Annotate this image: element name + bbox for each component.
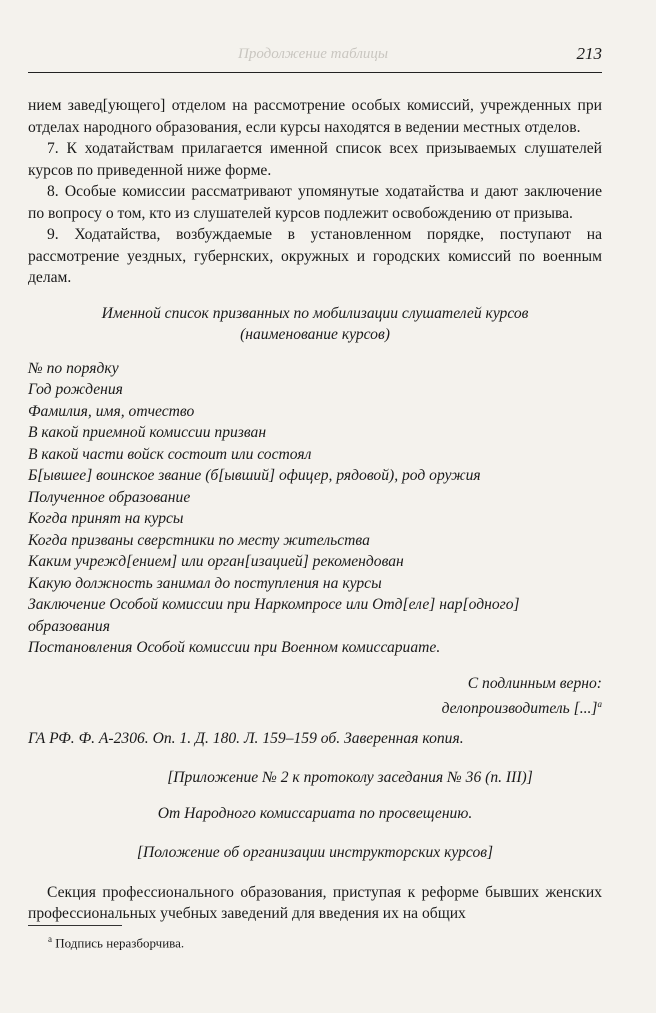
- paragraph-item-7: 7. К ходатайствам прилагается именной список всех призываемых слушателей курсов по приведенной ниже форме.: [28, 140, 602, 179]
- paragraph-item-9: 9. Ходатайства, возбуждаемые в установленном порядке, поступают на рассмотрение уездных, губернских, окружных и городских комиссий по военным делам.: [28, 226, 602, 286]
- footnote-divider: [28, 925, 122, 926]
- page-header: [28, 42, 602, 73]
- list-title-line: Именной список призванных по мобилизации слушателей курсов: [101, 304, 529, 322]
- attestation-block: [28, 673, 602, 720]
- list-item: Каким учрежд[ением] или орган[изацией] рекомендован: [28, 553, 404, 570]
- list-item: Когда призваны сверстники по месту жительства: [28, 531, 370, 549]
- list-item: Год рождения: [28, 381, 123, 398]
- paragraph-continuation: нием завед[ующего] отделом на рассмотрение особых комиссий, учрежденных при отделах народного образования, если курсы находятся в ведении местных отделов.: [28, 97, 602, 136]
- footnote: [48, 934, 184, 951]
- list-item: В какой приемной комиссии призван: [28, 424, 267, 441]
- regulation-title: [Положение об организации инструкторских курсов]: [136, 844, 494, 862]
- document-page: [28, 0, 602, 1013]
- form-fields-list: [28, 358, 602, 659]
- attestation-line: С подлинным верно:: [467, 674, 602, 692]
- footnote-mark: а: [48, 934, 52, 944]
- list-subtitle-line: (наименование курсов): [240, 326, 390, 343]
- list-item: № по порядку: [28, 359, 119, 377]
- footnote-text: Подпись неразборчива.: [52, 935, 185, 951]
- list-title: [28, 303, 602, 346]
- list-item: Заключение Особой комиссии при Наркомпросе или Отд[еле] нар[одного] образования: [28, 596, 520, 635]
- list-item: В какой части войск состоит или состоял: [28, 445, 312, 463]
- bleed-through-text: Продолжение таблицы: [238, 46, 389, 62]
- clerk-signature-line: [28, 694, 602, 720]
- list-item: Б[ывшее] воинское звание (б[ывший] офицер, рядовой), род оружия: [28, 467, 481, 484]
- footnote-ref: а: [597, 699, 602, 709]
- clerk-signature-text: делопроизводитель [...]: [441, 700, 598, 718]
- page-number: 213: [576, 44, 602, 63]
- list-item: Постановления Особой комиссии при Военном комиссариате.: [28, 639, 441, 656]
- list-item: Полученное образование: [28, 488, 191, 506]
- list-item: Фамилия, имя, отчество: [28, 402, 195, 420]
- appendix-title: [Приложение № 2 к протоколу заседания № 36 (п. III)]: [167, 769, 533, 787]
- list-item: Когда принят на курсы: [28, 510, 184, 527]
- archive-reference: ГА РФ. Ф. А-2306. Оп. 1. Д. 180. Л. 159–159 об. Заверенная копия.: [28, 729, 464, 747]
- appendix-from: От Народного комиссариата по просвещению.: [157, 804, 473, 822]
- page-body: [28, 95, 602, 925]
- paragraph-item-8: 8. Особые комиссии рассматривают упомянутые ходатайства и дают заключение по вопросу о том, кто из слушателей курсов подлежит освобождению от призыва.: [28, 183, 602, 222]
- closing-paragraph: Секция профессионального образования, приступая к реформе бывших женских профессиональных учебных заведений для введения их на общих: [28, 883, 602, 923]
- list-item: Какую должность занимал до поступления на курсы: [28, 574, 382, 592]
